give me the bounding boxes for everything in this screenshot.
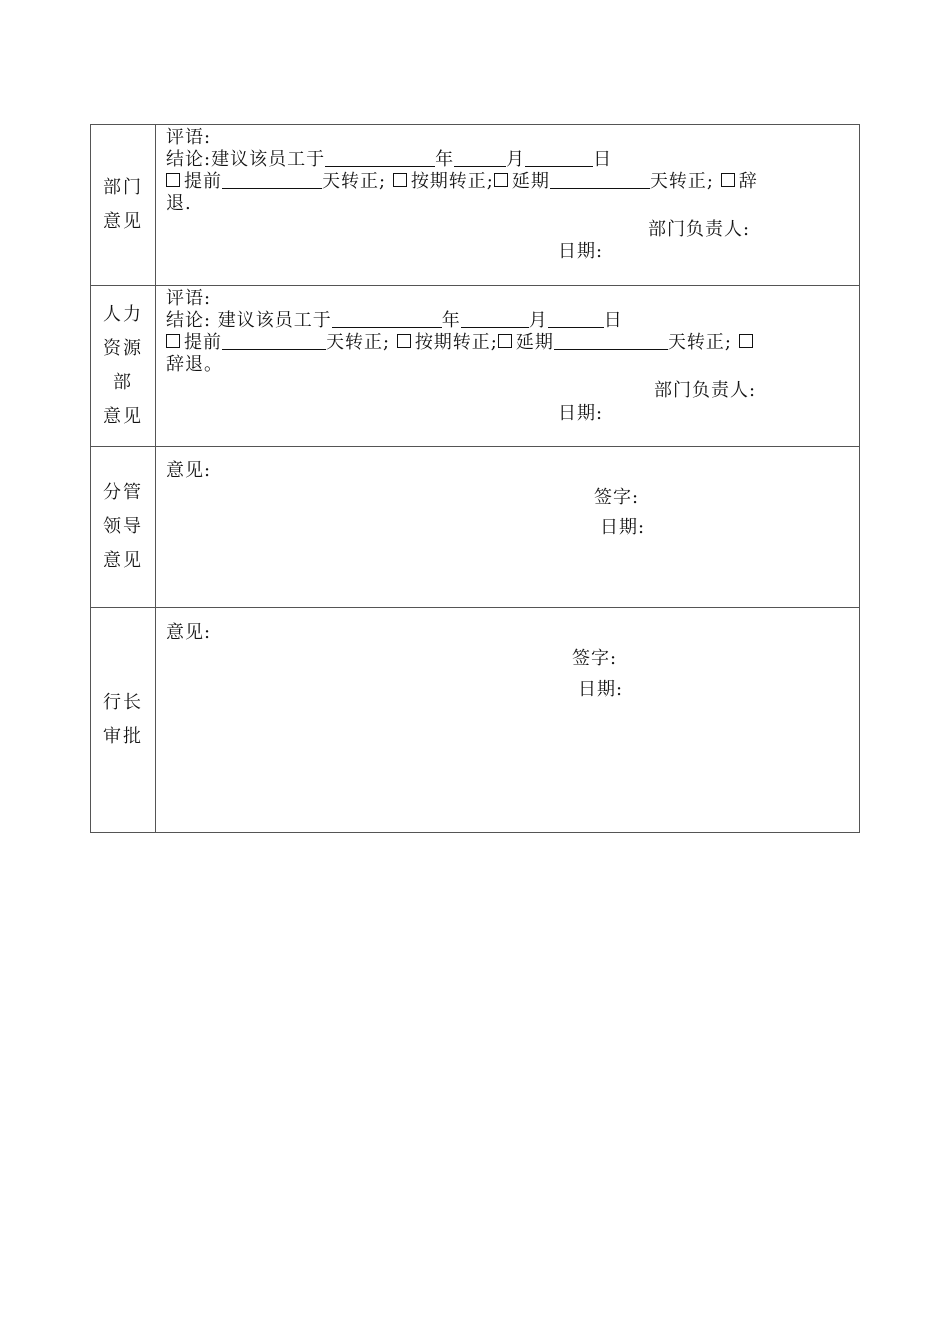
comment-label: 评语: <box>166 127 212 148</box>
date-month-blank[interactable] <box>454 149 506 167</box>
hr-opinion-row <box>91 286 860 447</box>
conclusion-line: 结论:建议该员工于 年 月 日 <box>166 149 613 170</box>
date-day-blank[interactable] <box>525 149 593 167</box>
resign-checkbox[interactable] <box>721 173 735 187</box>
approval-form-table <box>90 124 860 833</box>
president-approval-row <box>91 608 860 833</box>
opinion-label: 意见: <box>166 622 212 643</box>
ontime-confirm-checkbox[interactable] <box>393 173 407 187</box>
signature-label: 签字: <box>594 487 640 508</box>
conclusion-line: 结论: 建议该员工于 年 月 日 <box>166 310 623 331</box>
department-opinion-row <box>91 125 860 286</box>
options-line-continued: 退. <box>166 193 192 214</box>
dept-head-sign-label: 部门负责人: <box>654 380 757 401</box>
signature-label: 签字: <box>572 648 618 669</box>
supervisor-opinion-content <box>156 447 860 608</box>
president-approval-content <box>156 608 860 833</box>
date-label: 日期: <box>600 517 646 538</box>
president-approval-label: 行长 审批 <box>91 608 156 833</box>
supervisor-opinion-label: 分管 领导 意见 <box>91 447 156 608</box>
early-confirm-checkbox[interactable] <box>166 173 180 187</box>
resign-checkbox[interactable] <box>739 334 753 348</box>
date-label: 日期: <box>558 403 604 424</box>
delay-confirm-checkbox[interactable] <box>494 173 508 187</box>
department-opinion-content <box>156 125 860 286</box>
early-days-blank[interactable] <box>222 171 322 189</box>
delay-days-blank[interactable] <box>554 332 668 350</box>
date-label: 日期: <box>578 679 624 700</box>
date-month-blank[interactable] <box>461 310 529 328</box>
hr-opinion-content <box>156 286 860 447</box>
hr-opinion-label: 人力 资源 部 意见 <box>91 286 156 447</box>
ontime-confirm-checkbox[interactable] <box>397 334 411 348</box>
early-confirm-checkbox[interactable] <box>166 334 180 348</box>
options-line: 提前 天转正; 按期转正; 延期 天转正; 辞 <box>156 171 859 193</box>
delay-days-blank[interactable] <box>550 171 650 189</box>
department-opinion-label: 部门 意见 <box>91 125 156 286</box>
comment-label: 评语: <box>166 288 212 309</box>
date-year-blank[interactable] <box>325 149 435 167</box>
options-line-continued: 辞退。 <box>166 354 223 375</box>
supervisor-opinion-row <box>91 447 860 608</box>
opinion-label: 意见: <box>166 460 212 481</box>
dept-head-sign-label: 部门负责人: <box>648 219 751 240</box>
delay-confirm-checkbox[interactable] <box>498 334 512 348</box>
date-label: 日期: <box>558 241 604 262</box>
options-line: 提前 天转正; 按期转正; 延期 天转正; <box>156 332 859 354</box>
early-days-blank[interactable] <box>222 332 326 350</box>
date-year-blank[interactable] <box>332 310 442 328</box>
date-day-blank[interactable] <box>548 310 604 328</box>
